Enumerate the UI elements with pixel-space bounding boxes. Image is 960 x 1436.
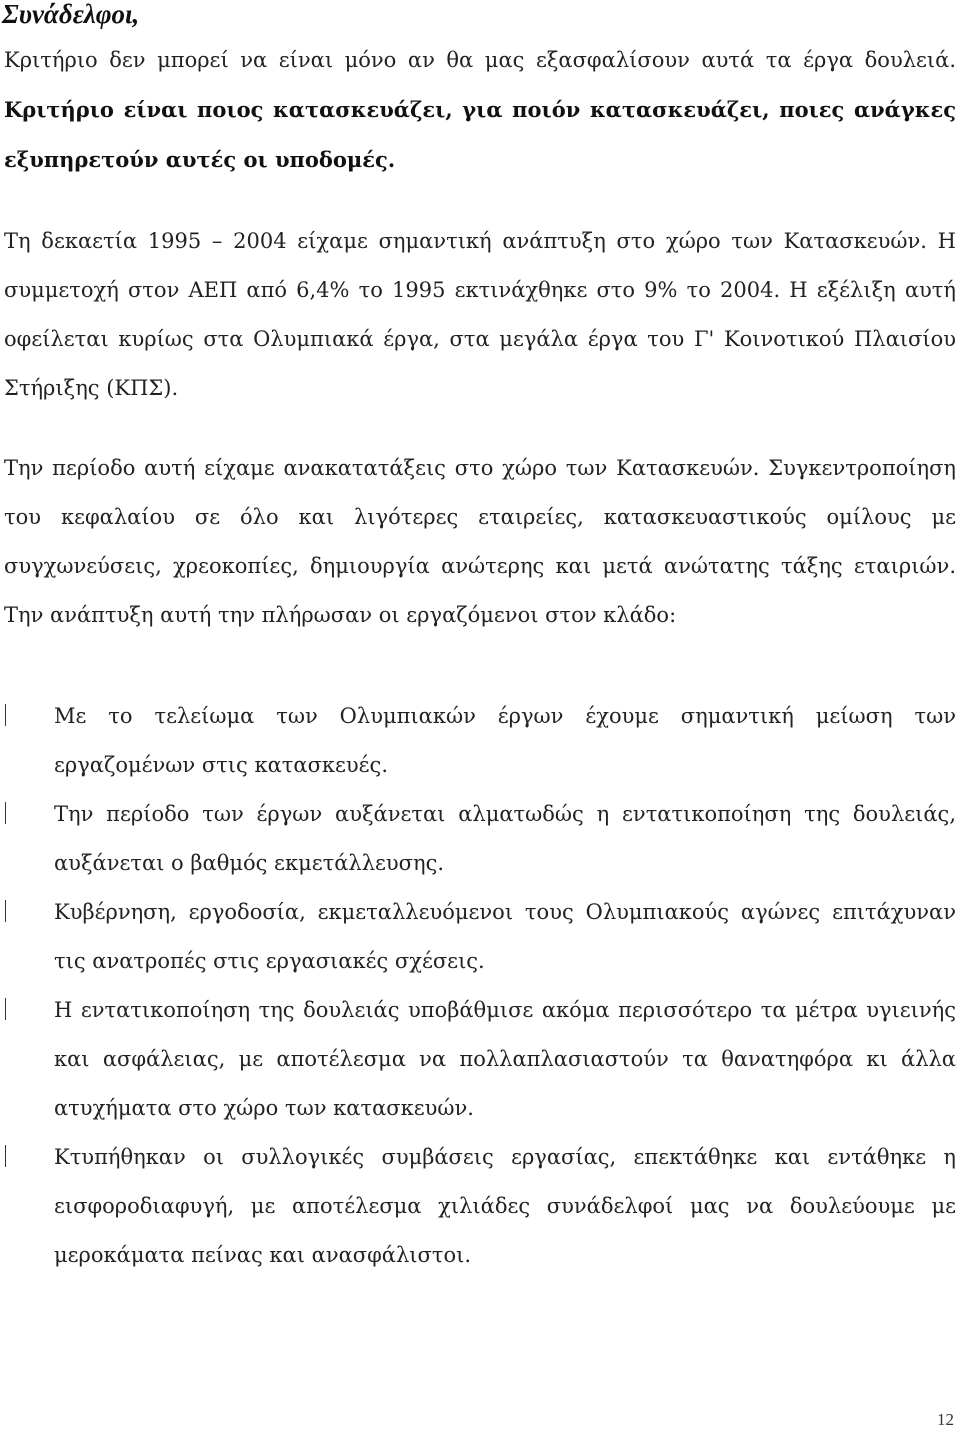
list-item [0, 986, 956, 1133]
list-item [0, 692, 956, 790]
list-item [0, 790, 956, 888]
list-item-text: Κυβέρνηση, εργοδοσία, εκμεταλλευόμενοι τους Ολυμπιακούς αγώνες επιτάχυναν τις ανατροπές στις εργασιακές σχέσεις. [54, 900, 956, 973]
paragraph-criteria [4, 36, 956, 185]
page-number: 12 [937, 1410, 954, 1429]
list-item-text: Η εντατικοποίηση της δουλειάς υποβάθμισε ακόμα περισσότερο τα μέτρα υγιεινής και ασφάλειας, με αποτέλεσμα να πολλαπλασιαστούν τα θανατηφόρα κι άλλα ατυχήματα στο χώρο των κατασκευών. [54, 998, 956, 1120]
consequences-list [0, 692, 956, 1280]
list-item-text: Την περίοδο των έργων αυξάνεται αλματωδώς η εντατικοποίηση της δουλειάς, αυξάνεται ο βαθμός εκμετάλλευσης. [54, 802, 956, 875]
list-item [0, 1133, 956, 1280]
list-item-text: Κτυπήθηκαν οι συλλογικές συμβάσεις εργασίας, επεκτάθηκε και εντάθηκε η εισφοροδιαφυγή, με αποτέλεσμα χιλιάδες συνάδελφοί μας να δουλεύουμε με μεροκάματα πείνας και ανασφάλιστοι. [54, 1145, 956, 1267]
paragraph-restructuring: Την περίοδο αυτή είχαμε ανακατατάξεις στο χώρο των Κατασκευών. Συγκεντροποίηση του κεφαλαίου σε όλο και λιγότερες εταιρείες, κατασκευαστικούς ομίλους με συγχωνεύσεις, χρεοκοπίες, δημιουργία ανώτερης και μετά ανώτατης τάξης εταιριών. Την ανάπτυξη αυτή την πλήρωσαν οι εργαζόμενοι στον κλάδο: [4, 456, 956, 627]
salutation-heading: Συνάδελφοι, [2, 0, 140, 29]
bullet-bar-icon [5, 998, 6, 1020]
bullet-bar-icon [5, 704, 6, 726]
paragraph-criteria-lead: Κριτήριο δεν μπορεί να είναι μόνο αν θα μας εξασφαλίσουν αυτά τα έργα δουλειά. [4, 48, 956, 72]
bullet-bar-icon [5, 900, 6, 922]
paragraph-decade-growth: Τη δεκαετία 1995 – 2004 είχαμε σημαντική ανάπτυξη στο χώρο των Κατασκευών. Η συμμετοχή στον ΑΕΠ από 6,4% το 1995 εκτινάχθηκε στο 9% το 2004. Η εξέλιξη αυτή οφείλεται κυρίως στα Ολυμπιακά έργα, στα μεγάλα έργα του Γ' Κοινοτικού Πλαισίου Στήριξης (ΚΠΣ). [4, 229, 956, 400]
paragraph-criteria-emphasis: Κριτήριο είναι ποιος κατασκευάζει, για ποιόν κατασκευάζει, ποιες ανάγκες εξυπηρετούν αυτές οι υποδομές. [4, 97, 956, 172]
bullet-bar-icon [5, 802, 6, 824]
list-item [0, 888, 956, 986]
list-item-text: Με το τελείωμα των Ολυμπιακών έργων έχουμε σημαντική μείωση των εργαζομένων στις κατασκευές. [54, 704, 956, 777]
bullet-bar-icon [5, 1145, 6, 1167]
